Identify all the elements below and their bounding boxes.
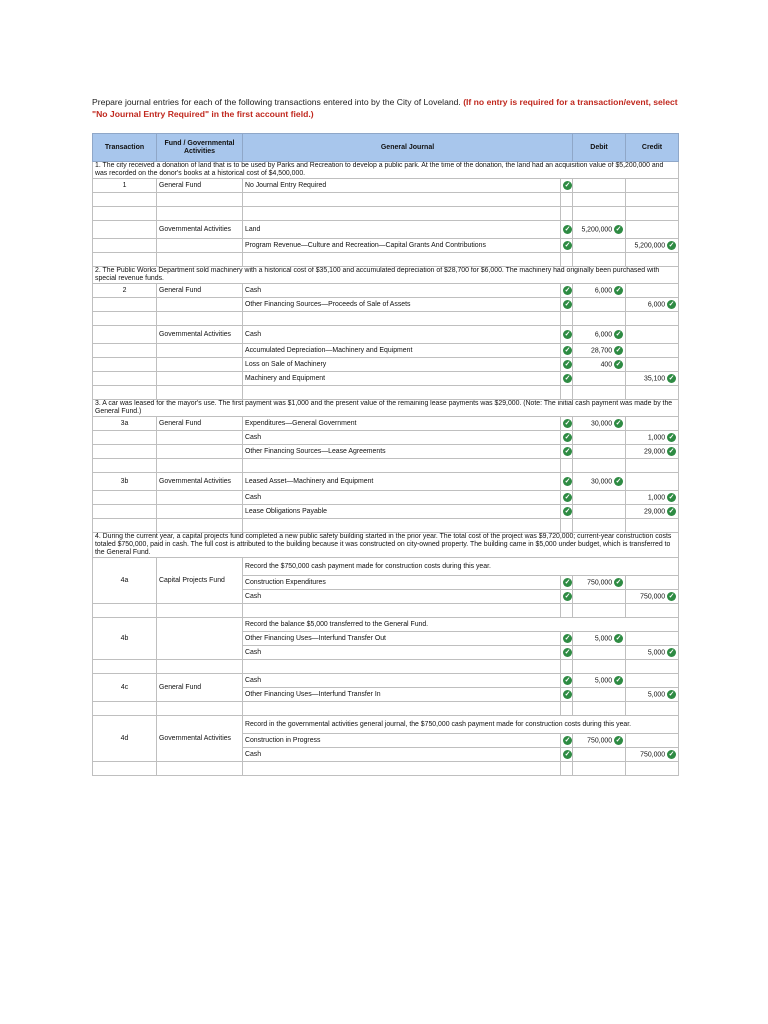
account-select[interactable]: Accumulated Depreciation—Machinery and Equipment <box>243 344 561 358</box>
check-circle-icon: ✓ <box>668 241 675 249</box>
check-circle-icon: ✓ <box>564 676 571 684</box>
debit-input[interactable] <box>573 445 626 459</box>
account-select[interactable]: Other Financing Sources—Proceeds of Sale of Assets <box>243 298 561 312</box>
account-select[interactable]: Other Financing Sources—Lease Agreements <box>243 445 561 459</box>
check-circle-icon: ✓ <box>564 346 571 354</box>
credit-input[interactable] <box>626 674 679 688</box>
credit-input[interactable] <box>626 491 679 505</box>
debit-input[interactable] <box>573 590 626 604</box>
credit-value: 5,200,000 <box>634 242 666 250</box>
fund-select[interactable]: Governmental Activities <box>157 221 243 239</box>
check-circle-icon: ✓ <box>564 330 571 338</box>
check-circle-icon: ✓ <box>615 330 622 338</box>
account-select[interactable]: Cash <box>243 590 561 604</box>
credit-input[interactable] <box>626 193 679 207</box>
check-circle-icon: ✓ <box>564 578 571 586</box>
entry-instruction: Record in the governmental activities general journal, the $750,000 cash payment made for construction costs during this year. <box>243 716 679 734</box>
check-circle-icon: ✓ <box>615 736 622 744</box>
transaction-description: 4. During the current year, a capital projects fund completed a new public safety building started in the prior year. The total cost of the project was $9,720,000; current-year construction costs totaled $750,000, paid in cash. The full cost is attributed to the building because it was constructed on city-owned property. The building came in $5,000 under budget, which is transferred to the General Fund. <box>93 533 679 558</box>
table-row <box>93 193 679 207</box>
credit-input[interactable] <box>626 445 679 459</box>
debit-value: 6,000 <box>594 287 613 295</box>
header-debit: Debit <box>573 134 626 162</box>
debit-input[interactable] <box>573 207 626 221</box>
transaction-description: 2. The Public Works Department sold machinery with a historical cost of $35,100 and accumulated depreciation of $28,700 for $6,000. The machinery had originally been purchased with special revenue funds. <box>93 267 679 284</box>
fund-select[interactable]: General Fund <box>157 674 243 702</box>
transaction-3-description-row <box>93 400 679 417</box>
credit-input[interactable] <box>626 688 679 702</box>
check-circle-icon: ✓ <box>564 477 571 485</box>
debit-input[interactable] <box>573 179 626 193</box>
check-circle-icon: ✓ <box>615 346 622 354</box>
credit-input[interactable] <box>626 344 679 358</box>
debit-value: 30,000 <box>591 478 613 486</box>
table-row <box>93 221 679 239</box>
check-circle-icon: ✓ <box>564 736 571 744</box>
debit-input[interactable] <box>573 646 626 660</box>
credit-input[interactable] <box>626 179 679 193</box>
table-row <box>93 491 679 505</box>
header-credit: Credit <box>626 134 679 162</box>
transaction-id: 4b <box>93 618 157 660</box>
table-row <box>93 716 679 734</box>
credit-input[interactable] <box>626 284 679 298</box>
table-row <box>93 558 679 576</box>
account-select[interactable]: Other Financing Uses—Interfund Transfer Out <box>243 632 561 646</box>
debit-value: 30,000 <box>591 420 613 428</box>
credit-input[interactable] <box>626 431 679 445</box>
debit-input[interactable] <box>573 734 626 748</box>
table-row <box>93 702 679 716</box>
credit-value: 29,000 <box>644 448 666 456</box>
fund-select[interactable]: General Fund <box>157 417 243 431</box>
table-row <box>93 505 679 519</box>
check-circle-icon: ✓ <box>564 374 571 382</box>
transaction-id: 1 <box>93 179 157 193</box>
check-circle-icon: ✓ <box>564 648 571 656</box>
credit-input[interactable] <box>626 590 679 604</box>
transaction-id: 4c <box>93 674 157 702</box>
fund-select[interactable] <box>157 207 243 221</box>
credit-value: 750,000 <box>640 751 666 759</box>
check-circle-icon: ✓ <box>668 648 675 656</box>
table-row <box>93 445 679 459</box>
transaction-description: 3. A car was leased for the mayor's use. The first payment was $1,000 and the present value of the remaining lease payments was $29,000. (Note: The initial cash payment was made by the General Fund.) <box>93 400 679 417</box>
check-circle-icon: ✓ <box>564 493 571 501</box>
check-circle-icon: ✓ <box>668 507 675 515</box>
header-transaction: Transaction <box>93 134 157 162</box>
account-select[interactable] <box>243 207 561 221</box>
check-circle-icon: ✓ <box>564 225 571 233</box>
check-circle-icon: ✓ <box>615 225 622 233</box>
credit-input[interactable] <box>626 221 679 239</box>
account-select[interactable]: Land <box>243 221 561 239</box>
account-select[interactable]: No Journal Entry Required <box>243 179 561 193</box>
check-circle-icon: ✓ <box>615 477 622 485</box>
table-row <box>93 431 679 445</box>
check-circle-icon: ✓ <box>564 181 571 189</box>
table-row <box>93 674 679 688</box>
debit-input[interactable] <box>573 431 626 445</box>
credit-value: 6,000 <box>647 301 666 309</box>
instructions-text: Prepare journal entries for each of the following transactions entered into by the City of Loveland. <box>92 97 464 107</box>
check-circle-icon: ✓ <box>564 286 571 294</box>
check-circle-icon: ✓ <box>615 360 622 368</box>
table-row <box>93 604 679 618</box>
credit-input[interactable] <box>626 326 679 344</box>
check-circle-icon: ✓ <box>668 750 675 758</box>
credit-input[interactable] <box>626 505 679 519</box>
check-circle-icon: ✓ <box>668 690 675 698</box>
check-circle-icon: ✓ <box>615 676 622 684</box>
check-circle-icon: ✓ <box>564 433 571 441</box>
debit-input[interactable] <box>573 344 626 358</box>
account-select[interactable]: Cash <box>243 491 561 505</box>
fund-select[interactable]: Governmental Activities <box>157 716 243 762</box>
check-circle-icon: ✓ <box>564 690 571 698</box>
transaction-2-description-row <box>93 267 679 284</box>
credit-input[interactable] <box>626 473 679 491</box>
table-row <box>93 618 679 632</box>
check-circle-icon: ✓ <box>564 419 571 427</box>
transaction-id: 4d <box>93 716 157 762</box>
account-select[interactable]: Cash <box>243 674 561 688</box>
credit-input[interactable] <box>626 298 679 312</box>
journal-table <box>92 133 679 776</box>
check-circle-icon: ✓ <box>668 592 675 600</box>
account-select[interactable]: Lease Obligations Payable <box>243 505 561 519</box>
transaction-id: 3a <box>93 417 157 431</box>
table-row <box>93 372 679 386</box>
debit-value: 750,000 <box>587 737 613 745</box>
credit-input[interactable] <box>626 646 679 660</box>
debit-value: 750,000 <box>587 579 613 587</box>
credit-input[interactable] <box>626 734 679 748</box>
check-circle-icon: ✓ <box>564 447 571 455</box>
account-select[interactable]: Program Revenue—Culture and Recreation—Capital Grants And Contributions <box>243 239 561 253</box>
account-select[interactable]: Cash <box>243 748 561 762</box>
debit-value: 28,700 <box>591 347 613 355</box>
credit-input[interactable] <box>626 576 679 590</box>
check-circle-icon: ✓ <box>564 300 571 308</box>
debit-input[interactable] <box>573 372 626 386</box>
debit-input[interactable] <box>573 632 626 646</box>
debit-input[interactable] <box>573 326 626 344</box>
entry-instruction: Record the $750,000 cash payment made for construction costs during this year. <box>243 558 679 576</box>
fund-select[interactable]: Governmental Activities <box>157 326 243 344</box>
check-circle-icon: ✓ <box>668 493 675 501</box>
credit-value: 5,000 <box>647 649 666 657</box>
credit-value: 1,000 <box>647 434 666 442</box>
fund-select[interactable]: Capital Projects Fund <box>157 558 243 604</box>
debit-value: 5,200,000 <box>581 226 613 234</box>
transaction-4-description-row <box>93 533 679 558</box>
account-select[interactable] <box>243 193 561 207</box>
account-select[interactable]: Cash <box>243 326 561 344</box>
check-circle-icon: ✓ <box>668 300 675 308</box>
debit-input[interactable] <box>573 221 626 239</box>
table-row <box>93 326 679 344</box>
account-select[interactable]: Cash <box>243 646 561 660</box>
debit-input[interactable] <box>573 674 626 688</box>
credit-input[interactable] <box>626 239 679 253</box>
check-circle-icon: ✓ <box>564 634 571 642</box>
check-circle-icon: ✓ <box>564 592 571 600</box>
check-circle-icon: ✓ <box>615 286 622 294</box>
table-row <box>93 207 679 221</box>
debit-input[interactable] <box>573 239 626 253</box>
credit-input[interactable] <box>626 748 679 762</box>
fund-select[interactable]: General Fund <box>157 179 243 193</box>
table-row <box>93 312 679 326</box>
credit-value: 35,100 <box>644 375 666 383</box>
account-select[interactable]: Other Financing Uses—Interfund Transfer In <box>243 688 561 702</box>
credit-input[interactable] <box>626 207 679 221</box>
instructions-emphasis: (If no entry is required for a transaction/event, select "No Journal Entry Required" in the first account field.) <box>92 97 678 119</box>
debit-value: 6,000 <box>594 331 613 339</box>
header-general-journal: General Journal <box>243 134 573 162</box>
debit-input[interactable] <box>573 193 626 207</box>
table-row <box>93 459 679 473</box>
instructions <box>92 96 692 120</box>
table-row <box>93 298 679 312</box>
debit-input[interactable] <box>573 491 626 505</box>
credit-input[interactable] <box>626 417 679 431</box>
debit-input[interactable] <box>573 748 626 762</box>
table-row <box>93 344 679 358</box>
table-row <box>93 417 679 431</box>
check-circle-icon: ✓ <box>668 374 675 382</box>
check-circle-icon: ✓ <box>615 419 622 427</box>
debit-value: 400 <box>600 361 613 369</box>
check-circle-icon: ✓ <box>564 507 571 515</box>
account-select[interactable]: Construction Expenditures <box>243 576 561 590</box>
credit-value: 5,000 <box>647 691 666 699</box>
check-circle-icon: ✓ <box>668 433 675 441</box>
debit-value: 5,000 <box>594 677 613 685</box>
table-row <box>93 519 679 533</box>
account-select[interactable]: Machinery and Equipment <box>243 372 561 386</box>
credit-value: 1,000 <box>647 494 666 502</box>
check-circle-icon: ✓ <box>564 360 571 368</box>
check-circle-icon: ✓ <box>668 447 675 455</box>
check-circle-icon: ✓ <box>564 750 571 758</box>
table-row <box>93 762 679 776</box>
debit-input[interactable] <box>573 298 626 312</box>
credit-value: 29,000 <box>644 508 666 516</box>
transaction-1-description-row <box>93 162 679 179</box>
credit-value: 750,000 <box>640 593 666 601</box>
table-row <box>93 660 679 674</box>
table-row <box>93 386 679 400</box>
table-row <box>93 179 679 193</box>
table-row <box>93 358 679 372</box>
table-row <box>93 284 679 298</box>
debit-input[interactable] <box>573 505 626 519</box>
fund-select[interactable]: General Fund <box>157 284 243 298</box>
check-circle-icon: ✓ <box>615 634 622 642</box>
account-select[interactable]: Cash <box>243 284 561 298</box>
header-fund: Fund / Governmental Activities <box>157 134 243 162</box>
table-row <box>93 253 679 267</box>
credit-input[interactable] <box>626 372 679 386</box>
debit-input[interactable] <box>573 284 626 298</box>
fund-select[interactable]: Governmental Activities <box>157 473 243 491</box>
fund-select[interactable] <box>157 618 243 660</box>
credit-input[interactable] <box>626 358 679 372</box>
fund-select[interactable] <box>157 193 243 207</box>
table-row <box>93 473 679 491</box>
account-select[interactable]: Construction in Progress <box>243 734 561 748</box>
debit-input[interactable] <box>573 358 626 372</box>
debit-value: 5,000 <box>594 635 613 643</box>
credit-input[interactable] <box>626 632 679 646</box>
debit-input[interactable] <box>573 688 626 702</box>
header-row <box>93 134 679 162</box>
account-select[interactable]: Expenditures—General Government <box>243 417 561 431</box>
table-row <box>93 239 679 253</box>
transaction-id: 2 <box>93 284 157 298</box>
transaction-description: 1. The city received a donation of land that is to be used by Parks and Recreation to develop a public park. At the time of the donation, the land had an acquisition value of $5,200,000 and was recorded on the donor's books at a historical cost of $4,500,000. <box>93 162 679 179</box>
check-circle-icon: ✓ <box>615 578 622 586</box>
entry-instruction: Record the balance $5,000 transferred to the General Fund. <box>243 618 679 632</box>
transaction-id: 3b <box>93 473 157 491</box>
check-circle-icon: ✓ <box>564 241 571 249</box>
account-select[interactable]: Leased Asset—Machinery and Equipment <box>243 473 561 491</box>
debit-input[interactable] <box>573 417 626 431</box>
debit-input[interactable] <box>573 576 626 590</box>
transaction-id: 4a <box>93 558 157 604</box>
account-select[interactable]: Loss on Sale of Machinery <box>243 358 561 372</box>
debit-input[interactable] <box>573 473 626 491</box>
account-select[interactable]: Cash <box>243 431 561 445</box>
